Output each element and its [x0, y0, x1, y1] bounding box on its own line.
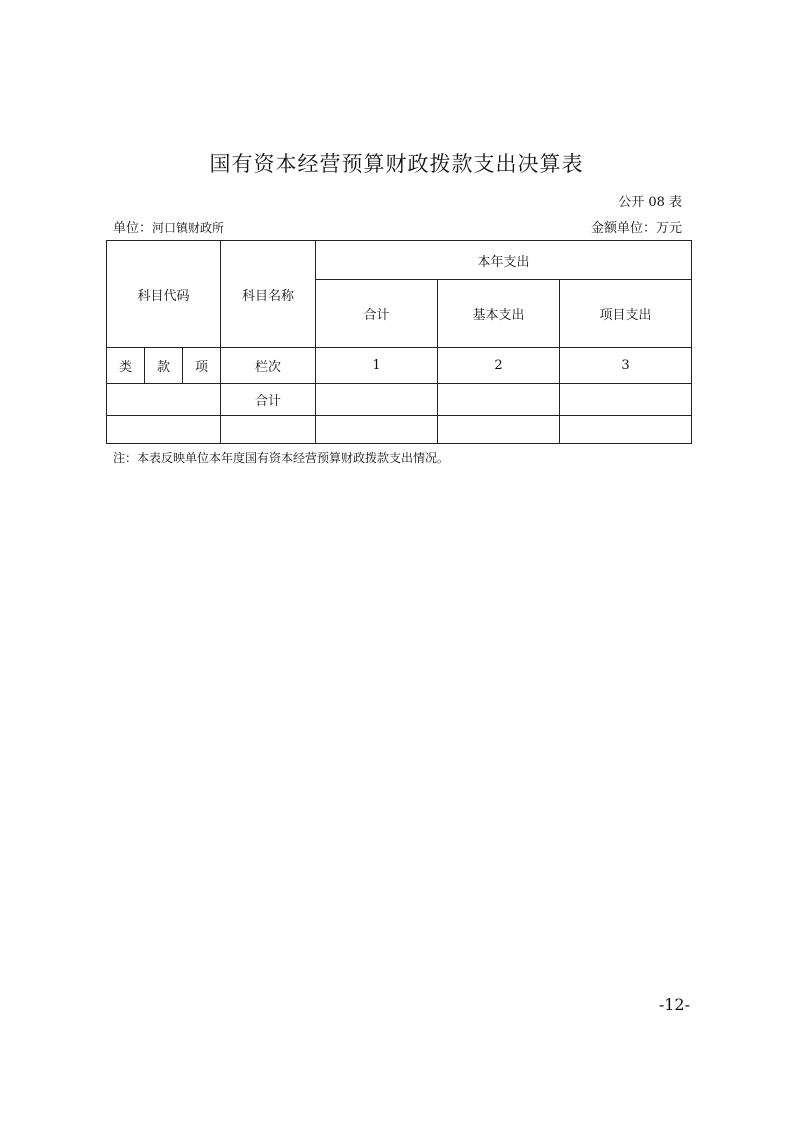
- expenditure-table: [106, 240, 692, 444]
- header-project-expenditure: 项目支出: [560, 280, 692, 348]
- row-total-cell: [316, 416, 438, 444]
- page-title: 国有资本经营预算财政拨款支出决算表: [209, 152, 584, 176]
- header-subject-code: 科目代码: [107, 241, 221, 348]
- header-total: 合计: [316, 280, 438, 348]
- table-row: [107, 384, 692, 416]
- page-number: -12-: [658, 995, 690, 1014]
- header-lei: 类: [107, 348, 145, 384]
- header-kuan: 款: [145, 348, 183, 384]
- header-col-3: 3: [560, 348, 692, 384]
- header-xiang: 项: [183, 348, 221, 384]
- header-col-1: 1: [316, 348, 438, 384]
- row-project-cell: [560, 416, 692, 444]
- amount-unit: 金额单位：万元: [590, 221, 682, 236]
- unit-info: [113, 217, 224, 236]
- row-project-cell: [560, 384, 692, 416]
- row-code-cell: [107, 416, 221, 444]
- row-basic-cell: [438, 416, 560, 444]
- table-row: [107, 416, 692, 444]
- header-column-no: 栏次: [221, 348, 316, 384]
- row-basic-cell: [438, 384, 560, 416]
- header-current-year-expenditure: 本年支出: [316, 241, 692, 280]
- header-basic-expenditure: 基本支出: [438, 280, 560, 348]
- row-name-cell: 合计: [221, 384, 316, 416]
- header-subject-name: 科目名称: [221, 241, 316, 348]
- table-note: 注：本表反映单位本年度国有资本经营预算财政拨款支出情况。: [113, 451, 450, 465]
- row-code-cell: [107, 384, 221, 416]
- row-name-cell: [221, 416, 316, 444]
- unit-label: 单位：: [113, 221, 153, 236]
- unit-value: 河口镇财政所: [152, 221, 225, 235]
- row-total-cell: [316, 384, 438, 416]
- header-col-2: 2: [438, 348, 560, 384]
- table-code: 公开 08 表: [618, 195, 682, 210]
